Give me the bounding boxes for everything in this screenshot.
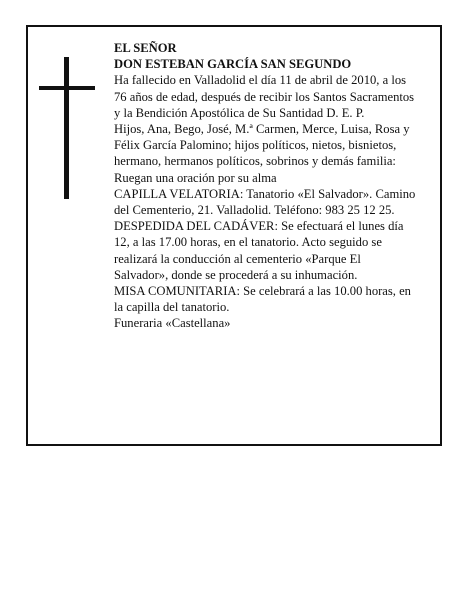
latin-cross-icon (39, 57, 95, 199)
obituary-notice (26, 25, 442, 446)
funeral-home: Funeraria «Castellana» (114, 316, 231, 331)
notice-text (114, 40, 418, 332)
notice-title: EL SEÑOR (114, 41, 177, 55)
mass-info: MISA COMUNITARIA: Se celebrará a las 10.00 horas, en la capilla del tanatorio. (114, 284, 411, 315)
family-paragraph: Hijos, Ana, Bego, José, M.ª Carmen, Merce, Luisa, Rosa y Félix García Palomino; hijos políticos, nietos, bisnietos, hermano, hermanos políticos, sobrinos y demás familia: (114, 122, 410, 169)
farewell-info: DESPEDIDA DEL CADÁVER: Se efectuará el lunes día 12, a las 17.00 horas, en el tanatorio. Acto seguido se realizará la conducción al cementerio «Parque El Salvador», donde se procederá a su inhumación. (114, 219, 404, 282)
deceased-name: DON ESTEBAN GARCÍA SAN SEGUNDO (114, 57, 352, 72)
death-paragraph: Ha fallecido en Valladolid el día 11 de abril de 2010, a los 76 años de edad, después de recibir los Santos Sacramentos y la Bendición Apostólica de Su Santidad D. E. P. (114, 73, 415, 120)
prayer-request: Ruegan una oración por su alma (114, 170, 277, 185)
chapel-info: CAPILLA VELATORIA: Tanatorio «El Salvador». Camino del Cementerio, 21. Valladolid. Teléfono: 983 25 12 25. (114, 186, 416, 218)
